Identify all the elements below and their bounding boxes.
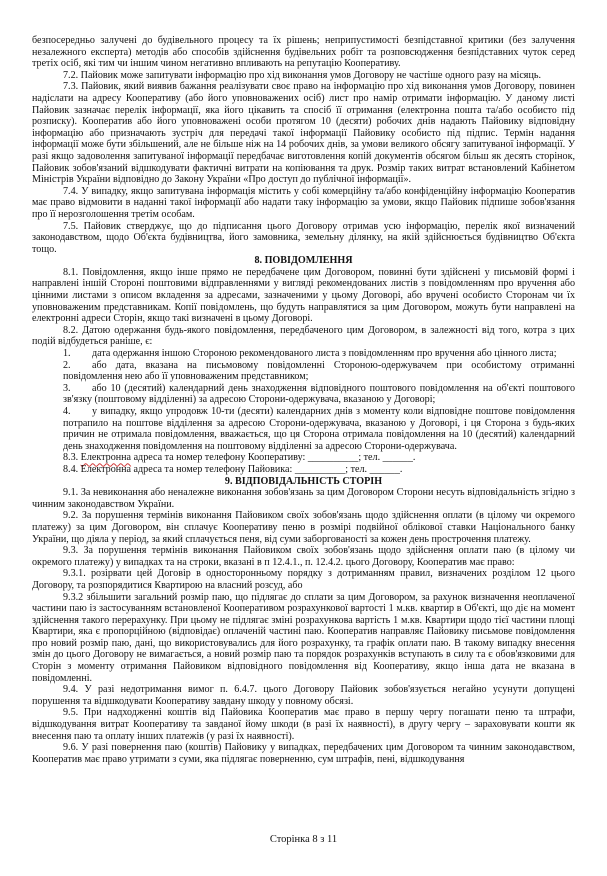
list-item-text: дата одержання іншою Стороною рекомендованого листа з повідомленням про вручення або цінного листа; <box>92 348 557 360</box>
section-heading-8: 8. ПОВІДОМЛЕННЯ <box>254 255 353 267</box>
paragraph-9-6: 9.6. У разі повернення паю (коштів) Пайовику у випадках, передбачених цим Договором та чинним законодавством, Кооператив має право утримати з суми, яка підлягає поверненню, сум штрафів, пені, відшкодування <box>32 742 575 765</box>
paragraph-9-2: 9.2. За порушення термінів виконання Пайовиком своїх зобов'язань щодо здійснення оплати (в цілому чи окремого платежу) за цим Договором, він сплачує Кооперативу пеню в розмірі подвійної облікової ставки Національного банку України, що діяла у період, за який сплачується пеня, від суми заборгованості за кожен день прострочення платежу. <box>32 510 575 545</box>
paragraph-8-4: 8.4. Електронна адреса та номер телефону Пайовика: __________; тел. ______. <box>63 463 403 475</box>
list-item <box>32 383 575 406</box>
paragraph-8-3-prefix: 8.3. <box>63 452 79 464</box>
list-item-text: або дата, вказана на письмовому повідомленні Стороною-одержувачем при особистому отриманні повідомлення нею або її уповноваженим представником; <box>63 359 575 383</box>
spellcheck-misspelled-word[interactable]: Електронна <box>80 452 132 464</box>
paragraph-9-3-1: 9.3.1. розірвати цей Договір в односторонньому порядку з дотриманням правил, визначених розділом 12 цього Договору, та розпорядитися Квартирою на власний розсуд, або <box>32 568 575 591</box>
paragraph-9-3: 9.3. За порушення термінів виконання Пайовиком своїх зобов'язань щодо здійснення оплати паю (в цілому чи окремого платежу) у випадках та на строки, вказані в п 12.4.1., п. 12.4.2. цього Договору, Кооператив має право: <box>32 545 575 568</box>
paragraph-7-4: 7.4. У випадку, якщо запитувана інформація містить у собі комерційну та/або конфіденційну інформацію Кооператив має право відмовити в наданні такої інформації або надати таку інформацію за умови, якщо Пайовик підпише зобов'язання про її нерозголошення третім особам. <box>32 185 575 220</box>
paragraph-8-2: 8.2. Датою одержання будь-якого повідомлення, передбаченого цим Договором, в залежності від того, котра з цих подій відбудеться раніше, є: <box>32 324 575 348</box>
paragraph-7-5: 7.5. Пайовик стверджує, що до підписання цього Договору отримав усю інформацію, перелік якої визначений законодавством, щодо Об'єкта будівництва, його замовника, земельну ділянку, на якій здійснюється будівництво Об'єкта тощо. <box>32 220 575 255</box>
page-number-footer: Сторінка 8 з 11 <box>269 834 338 845</box>
list-item-number: 3. <box>63 382 71 394</box>
paragraph-9-4: 9.4. У разі недотримання вимог п. 6.4.7. цього Договору Пайовик зобов'язується негайно усунути допущені порушення та відшкодувати Кооперативу завдану шкоду у повному обсязі. <box>32 684 575 707</box>
document-page <box>32 35 575 765</box>
list-item-number: 2. <box>63 359 71 371</box>
list-item <box>32 360 575 383</box>
list-item <box>32 348 575 360</box>
list-item-text: або 10 (десятий) календарний день знаходження відповідного поштового повідомлення на об'єкті поштового зв'язку (поштовому відділенні) за адресою Сторони-одержувача, вказаною у Договорі; <box>63 382 575 406</box>
paragraph-7-2: 7.2. Пайовик може запитувати інформацію про хід виконання умов Договору не частіше одного разу на місяць. <box>63 69 541 81</box>
list-item-number: 4. <box>63 406 71 417</box>
section-heading-9: 9. ВІДПОВІДАЛЬНІСТЬ СТОРІН <box>224 475 383 487</box>
paragraph-continuation: безпосередньо залучені до будівельного процесу та їх рішень; неприпустимості безпідставної критики (без залучення незалежного експерта) методів або способів здійснення будівельних робіт та розповсюдження безпідставних чуток серед третіх осіб, які тим чи іншим чином негативно впливають на репутацію Кооперативу. <box>32 35 575 70</box>
list-item <box>32 406 575 452</box>
paragraph-7-3: 7.3. Пайовик, який виявив бажання реалізувати своє право на інформацію про хід виконання умов Договору, повинен надіслати на адресу Кооперативу (або його уповноважених осіб) лист про намір отримати інформацію. У даному листі Пайовик зазначає перелік інформації, яка його цікавить та спосіб її отримання (електронна пошта та/або особисто під розписку). Кооператив або його уповноважені особи протягом 10 (десяти) робочих днів надають Пайовику відповідну інформацію або призначають зустріч для передачі такої інформації Пайовику особисто під підпис. Термін надання інформації може бути збільшений, але не більше ніж на 14 робочих днів, за умови великого обсягу запитуваної інформації. У разі якщо задоволення запитуваної інформації передбачає виготовлення копій документів обсягом більш як десять сторінок, Пайовик зобов'язаний відшкодувати фактичні витрати на копіювання та друк. Розмір таких витрат встановлений Кабінетом Міністрів України відповідно до Закону України «Про доступ до публічної інформації». <box>32 81 575 186</box>
paragraph-8-3-text: адреса та номер телефону Кооперативу: __________; тел. ______. <box>133 452 416 464</box>
list-item-text: у випадку, якщо упродовж 10-ти (десяти) календарних днів з моменту коли відповідне поштове повідомлення потрапило на поштове відділення за адресою Сторони-одержувача, вказаною у Договорі, і ця Сторона з будь-яких причин не отримала повідомлення, вважається, що ця Сторона отримала повідомлення на 10 (десятий) календарний день знаходження повідомлення на поштовому відділенні за адресою Сторони-одержувача. <box>63 406 575 452</box>
paragraph-9-1: 9.1. За невиконання або неналежне виконання зобов'язань за цим Договором Сторони несуть відповідальність згідно з чинним законодавством України. <box>32 487 575 510</box>
paragraph-9-3-2: 9.3.2 збільшити загальний розмір паю, що підлягає до сплати за цим Договором, за рахунок визначення неоплаченої частини паю із застосуванням встановленої Кооперативом розрахункової вартості 1 м.кв. квартир в Об'єкті, що діє на момент здійснення такого перерахунку. При цьому не підлягає зміні розрахункова вартість 1 м.кв. Квартири щодо тієї частини площі Квартири, яка є пропорційною (відповідає) оплаченій частині паю. Кооператив направляє Пайовику письмове повідомлення про новий розмір паю, дані, що використовувались для його розрахунку, та графік оплати паю. В такому випадку внесення змін до цього Договору не вимагається, а новий розмір паю та порядок розрахунків вступають в силу та є обов'язковими для Сторін з моменту отримання Пайовиком відповідного повідомлення від Кооперативу, якщо інша дата не вказана в повідомленні. <box>32 591 575 684</box>
paragraph-8-3 <box>32 452 575 464</box>
paragraph-8-1: 8.1. Повідомлення, якщо інше прямо не передбачене цим Договором, повинні бути здійснені у письмовій формі і направлені іншій Стороні поштовими відправленнями у вигляді рекомендованих листів з повідомленням про вручення або цінними листами з описом вкладення за адресами, зазначеними у цьому Договорі, або вручені особисто Сторонам чи їх уповноваженим представникам. Копії повідомлень, що будуть направлятися за цим Договором, можуть бути направлені на електронні адреси Сторін, якщо такі визначені в цьому Договорі. <box>32 266 575 325</box>
paragraph-9-5: 9.5. При надходженні коштів від Пайовика Кооператив має право в першу чергу погашати пеню та штрафи, відшкодування витрат Кооперативу та завданої йому шкоди (в разі їх наявності), в другу чергу – зараховувати кошти як внесення паю та оплату інших платежів (у разі їх наявності). <box>32 707 575 742</box>
list-item-number: 1. <box>63 348 71 360</box>
